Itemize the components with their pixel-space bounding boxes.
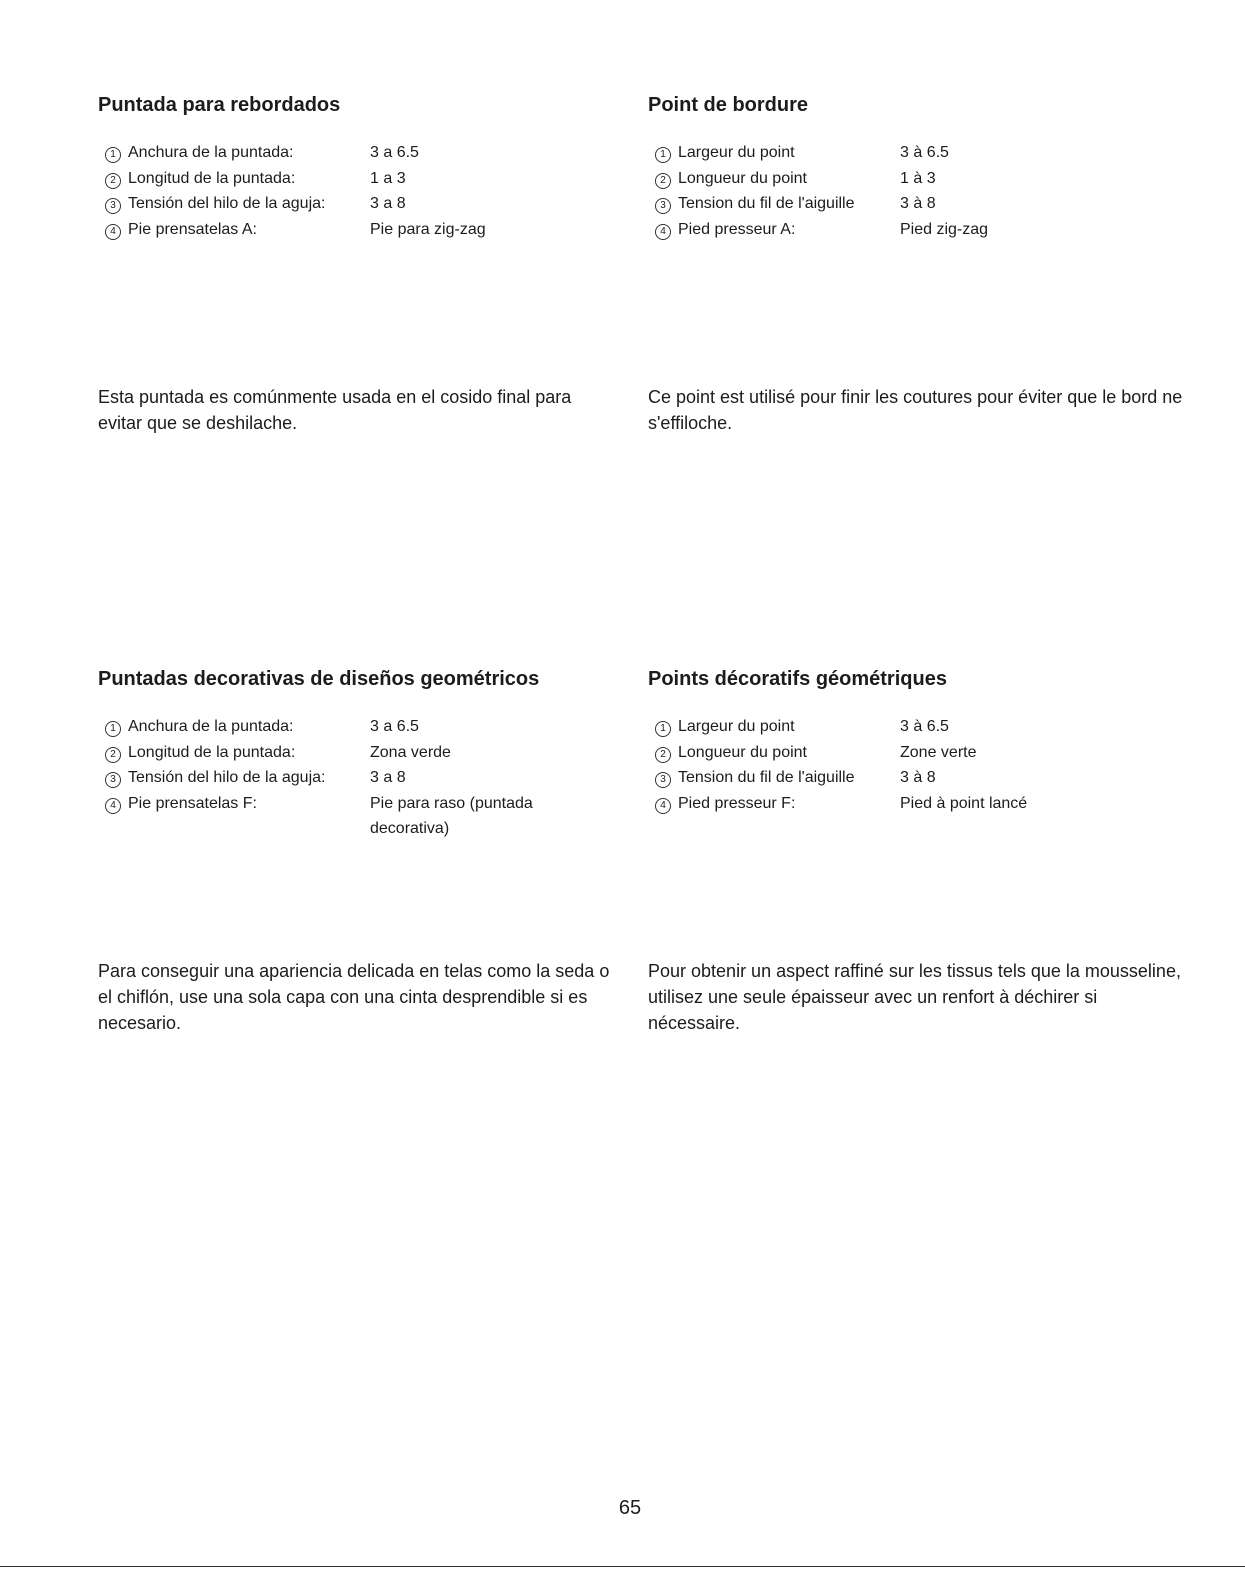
setting-value: Pie para raso (puntada decorativa) — [370, 794, 533, 837]
setting-value: 3 à 6.5 — [900, 718, 949, 735]
setting-row — [98, 140, 560, 166]
description-paragraph: Esta puntada es comúnmente usada en el cosido final para evitar que se deshilache. — [98, 387, 572, 433]
settings-list — [648, 140, 1100, 242]
setting-value: 3 a 8 — [370, 195, 406, 212]
setting-row — [98, 765, 560, 791]
bottom-rule — [0, 1566, 1245, 1567]
setting-label: Pied presseur F: — [678, 794, 796, 812]
section-title: Points décoratifs géométriques — [648, 668, 947, 690]
circled-number-icon: 3 — [98, 191, 128, 217]
setting-value: 3 à 8 — [900, 195, 936, 212]
settings-list — [98, 714, 560, 842]
setting-row — [648, 140, 1100, 166]
setting-row — [98, 791, 560, 842]
section-title: Point de bordure — [648, 94, 808, 116]
circled-number-icon: 2 — [648, 166, 678, 192]
setting-value: 3 à 6.5 — [900, 144, 949, 161]
setting-row — [648, 217, 1100, 243]
setting-row — [648, 765, 1100, 791]
circled-number-icon: 2 — [98, 166, 128, 192]
setting-label: Tension du fil de l'aiguille — [678, 769, 855, 786]
setting-label: Pie prensatelas F: — [128, 794, 257, 812]
circled-number-icon: 2 — [648, 740, 678, 766]
setting-row — [98, 217, 560, 243]
setting-row — [98, 191, 560, 217]
setting-value: 3 à 8 — [900, 769, 936, 786]
setting-label: Pied presseur A: — [678, 220, 796, 238]
setting-row — [648, 791, 1100, 817]
circled-number-icon: 4 — [98, 791, 128, 842]
setting-value: Zona verde — [370, 743, 451, 761]
setting-label: Longueur du point — [678, 743, 807, 761]
page-number: 65 — [618, 1497, 642, 1519]
circled-number-icon: 1 — [98, 140, 128, 166]
settings-list — [648, 714, 1100, 816]
circled-number-icon: 1 — [648, 714, 678, 740]
description-paragraph: Ce point est utilisé pour finir les coutures pour éviter que le bord ne s'effiloche. — [648, 387, 1183, 433]
circled-number-icon: 2 — [98, 740, 128, 766]
settings-list — [98, 140, 560, 242]
setting-row — [648, 166, 1100, 192]
setting-label: Longueur du point — [678, 169, 807, 187]
setting-label: Anchura de la puntada: — [128, 718, 294, 735]
setting-label: Anchura de la puntada: — [128, 144, 294, 161]
setting-value: 3 a 8 — [370, 769, 406, 786]
setting-label: Tensión del hilo de la aguja: — [128, 195, 326, 212]
setting-value: 1 a 3 — [370, 169, 406, 187]
setting-value: Pied à point lancé — [900, 794, 1028, 812]
circled-number-icon: 3 — [648, 191, 678, 217]
setting-row — [648, 714, 1100, 740]
setting-row — [648, 191, 1100, 217]
setting-row — [98, 714, 560, 740]
setting-value: 3 a 6.5 — [370, 144, 419, 161]
setting-value: Pied zig-zag — [900, 220, 989, 238]
setting-label: Pie prensatelas A: — [128, 220, 257, 238]
setting-label: Longitud de la puntada: — [128, 743, 296, 761]
description-paragraph: Para conseguir una apariencia delicada en telas como la seda o el chiflón, use una sola capa con una cinta desprendible si es necesario. — [98, 961, 610, 1033]
circled-number-icon: 4 — [98, 217, 128, 243]
circled-number-icon: 4 — [648, 791, 678, 817]
circled-number-icon: 3 — [648, 765, 678, 791]
section-title: Puntadas decorativas de diseños geométricos — [98, 668, 540, 690]
setting-value: 1 à 3 — [900, 169, 936, 187]
setting-label: Longitud de la puntada: — [128, 169, 296, 187]
circled-number-icon: 3 — [98, 765, 128, 791]
setting-row — [98, 740, 560, 766]
circled-number-icon: 1 — [648, 140, 678, 166]
setting-value: 3 a 6.5 — [370, 718, 419, 735]
description-paragraph: Pour obtenir un aspect raffiné sur les tissus tels que la mousseline, utilisez une seule épaisseur avec un renfort à déchirer si nécessaire. — [648, 961, 1181, 1033]
setting-label: Tensión del hilo de la aguja: — [128, 769, 326, 786]
circled-number-icon: 4 — [648, 217, 678, 243]
setting-label: Largeur du point — [678, 144, 795, 161]
setting-row — [648, 740, 1100, 766]
setting-row — [98, 166, 560, 192]
setting-value: Zone verte — [900, 743, 977, 761]
setting-label: Tension du fil de l'aiguille — [678, 195, 855, 212]
section-title: Puntada para rebordados — [98, 94, 341, 116]
setting-label: Largeur du point — [678, 718, 795, 735]
setting-value: Pie para zig-zag — [370, 220, 486, 238]
circled-number-icon: 1 — [98, 714, 128, 740]
